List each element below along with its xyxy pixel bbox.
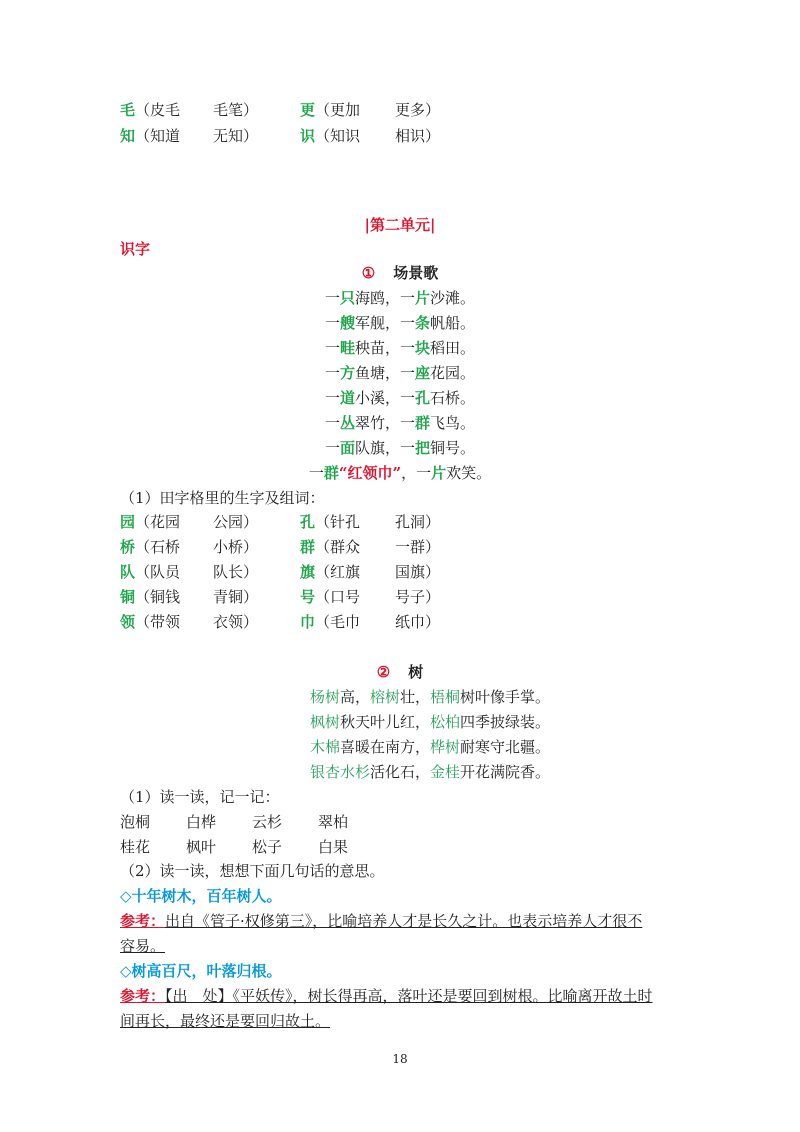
page-number: 18 (392, 1052, 408, 1066)
read-word: 桂花 (120, 838, 151, 856)
poem-line: 一畦秧苗，一块稻田。 (324, 339, 476, 357)
unit-title: |第二单元| (364, 216, 436, 234)
word-row: 铜（铜钱 青铜） 号（口号 号子） (120, 588, 441, 606)
character: 铜 (120, 588, 136, 606)
character: 孔 (300, 513, 316, 531)
character: 巾 (300, 613, 316, 631)
word-row: 毛（皮毛 毛笔） 更（更加 更多） (120, 101, 441, 119)
character: 号 (300, 588, 316, 606)
poem-line: 银杏水杉活化石，金桂开花满院香。 (309, 763, 551, 781)
poem-line: 一艘军舰，一条帆船。 (324, 314, 476, 332)
reference-label: 参考： (120, 987, 166, 1005)
lesson-number: ① (361, 264, 376, 282)
exercise-heading: （2）读一读，想想下面几句话的意思。 (120, 862, 385, 880)
poem-line: 枫树秋天叶儿红，松柏四季披绿装。 (309, 713, 551, 731)
read-row (120, 836, 384, 858)
character: 桥 (120, 538, 136, 556)
exercise-heading: （1）读一读，记一记： (120, 788, 280, 806)
character: 旗 (300, 563, 316, 581)
word-row: 队（队员 队长） 旗（红旗 国旗） (120, 563, 441, 581)
proverb: ◇十年树木，百年树人。 (120, 887, 282, 905)
read-word: 白果 (318, 838, 349, 856)
lesson-title: ② 树 (376, 663, 424, 681)
character: 群 (300, 538, 316, 556)
poem-line: 一道小溪，一孔石桥。 (324, 389, 476, 407)
lesson-title: ① 场景歌 (361, 264, 439, 282)
character: 园 (120, 513, 136, 531)
word-row: 领（带领 衣领） 巾（毛巾 纸巾） (120, 613, 441, 631)
poem-line: 一面队旗，一把铜号。 (324, 439, 476, 457)
character: 队 (120, 563, 136, 581)
reference-text: 参考：出自《管子·权修第三》，比喻培养人才是长久之计。也表示培养人才很不 (120, 912, 643, 930)
read-word: 云杉 (252, 813, 283, 831)
poem-line: 一只海鸥，一片沙滩。 (324, 289, 476, 307)
reference-text: 容易。 (120, 937, 166, 955)
reference-label: 参考： (120, 912, 166, 930)
lesson-number: ② (376, 663, 391, 681)
poem-line: 一方鱼塘，一座花园。 (324, 364, 476, 382)
poem-line: 一丛翠竹，一群飞鸟。 (324, 414, 476, 432)
section-label: 识字 (120, 240, 151, 258)
read-word: 松子 (252, 838, 283, 856)
proverb: ◇树高百尺，叶落归根。 (120, 962, 282, 980)
character: 识 (300, 127, 316, 145)
character: 领 (120, 613, 136, 631)
read-word: 翠柏 (318, 813, 349, 831)
read-word: 枫叶 (186, 838, 217, 856)
poem-last-line: 一群“红领巾”，一片欢笑。 (308, 464, 492, 482)
character: 知 (120, 127, 136, 145)
read-word: 白桦 (186, 813, 217, 831)
word-row: 桥（石桥 小桥） 群（群众 一群） (120, 538, 441, 556)
word-row: 园（花园 公园） 孔（针孔 孔洞） (120, 513, 441, 531)
poem-line: 木棉喜暖在南方，桦树耐寒守北疆。 (309, 738, 551, 756)
read-row (120, 811, 384, 833)
reference-text: 参考：【出 处】《平妖传》，树长得再高，落叶还是要回到树根。比喻离开故土时 (120, 987, 653, 1005)
poem-line: 杨树高，榕树壮，梧桐树叶像手掌。 (309, 688, 551, 706)
character: 毛 (120, 101, 136, 119)
character: 更 (300, 101, 316, 119)
read-word: 泡桐 (120, 813, 151, 831)
reference-text: 间再长，最终还是要回归故土。 (120, 1012, 331, 1030)
exercise-heading: （1）田字格里的生字及组词： (120, 489, 325, 507)
word-row: 知（知道 无知） 识（知识 相识） (120, 127, 441, 145)
